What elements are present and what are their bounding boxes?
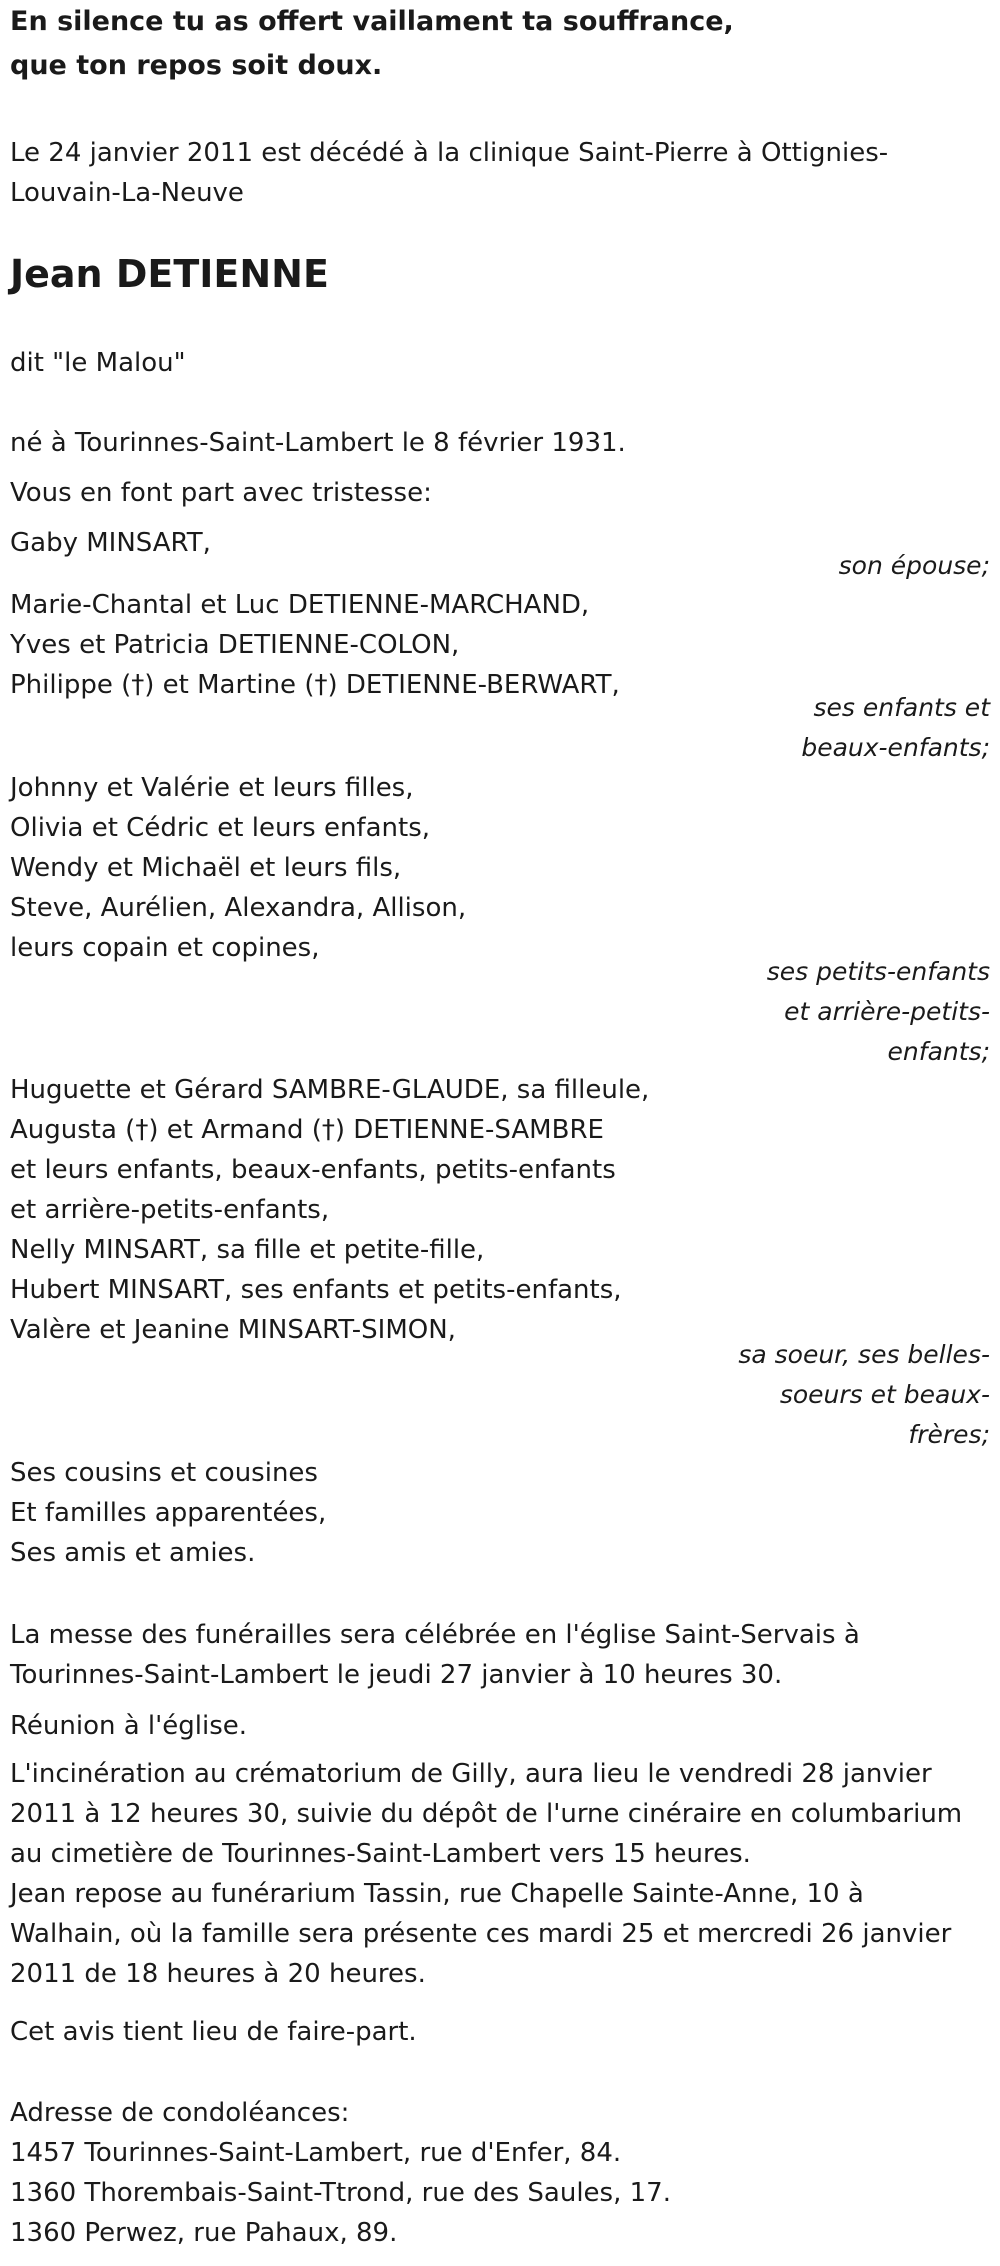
funerarium-line: 2011 de 18 heures à 20 heures.: [10, 1959, 426, 1989]
other-mourners: [10, 1453, 326, 1573]
mourner-line: Ses amis et amies.: [10, 1538, 256, 1568]
relation-line: ses petits-enfants: [766, 957, 990, 986]
family-relation: [801, 688, 990, 768]
family-member: Yves et Patricia DETIENNE-COLON,: [10, 630, 460, 660]
family-relation: [738, 1335, 990, 1455]
family-group: [10, 768, 466, 968]
family-member: Marie-Chantal et Luc DETIENNE-MARCHAND,: [10, 590, 590, 620]
cremation-line: L'incinération au crématorium de Gilly, aura lieu le vendredi 28 janvier: [10, 1759, 932, 1789]
mass-line: La messe des funérailles sera célébrée en l'église Saint-Servais à: [10, 1620, 860, 1650]
relation-line: enfants;: [887, 1037, 990, 1066]
relation-line: frères;: [908, 1420, 990, 1449]
cremation-line: 2011 à 12 heures 30, suivie du dépôt de l'urne cinéraire en columbarium: [10, 1799, 963, 1829]
family-member: Huguette et Gérard SAMBRE-GLAUDE, sa filleule,: [10, 1075, 650, 1105]
faire-part-note: Cet avis tient lieu de faire-part.: [10, 2017, 417, 2047]
mass-line: Tourinnes-Saint-Lambert le jeudi 27 janvier à 10 heures 30.: [10, 1660, 783, 1690]
family-member: Hubert MINSART, ses enfants et petits-enfants,: [10, 1275, 622, 1305]
relation-line: sa soeur, ses belles-: [738, 1340, 990, 1369]
family-group: [10, 1070, 649, 1350]
condolence-address: 1360 Thorembais-Saint-Ttrond, rue des Saules, 17.: [10, 2178, 671, 2208]
family-member: Valère et Jeanine MINSART-SIMON,: [10, 1315, 456, 1345]
deceased-name: Jean DETIENNE: [10, 252, 329, 296]
epitaph-line: En silence tu as offert vaillament ta souffrance,: [10, 6, 734, 37]
family-member: Steve, Aurélien, Alexandra, Allison,: [10, 893, 467, 923]
death-notice: [10, 133, 888, 213]
epitaph-line: que ton repos soit doux.: [10, 50, 383, 81]
family-member: Philippe (†) et Martine (†) DETIENNE-BERWART,: [10, 670, 620, 700]
relation-line: son épouse;: [838, 551, 990, 580]
mourner-line: Ses cousins et cousines: [10, 1458, 318, 1488]
funerarium-info: [10, 1874, 951, 1994]
condolences-label: Adresse de condoléances:: [10, 2098, 350, 2128]
condolences: [10, 2093, 671, 2253]
family-member: Augusta (†) et Armand (†) DETIENNE-SAMBRE: [10, 1115, 604, 1145]
funerarium-line: Jean repose au funérarium Tassin, rue Chapelle Sainte-Anne, 10 à: [10, 1879, 864, 1909]
cremation-line: au cimetière de Tourinnes-Saint-Lambert vers 15 heures.: [10, 1839, 751, 1869]
mourner-line: Et familles apparentées,: [10, 1498, 327, 1528]
family-member: Johnny et Valérie et leurs filles,: [10, 773, 414, 803]
family-member: Nelly MINSART, sa fille et petite-fille,: [10, 1235, 485, 1265]
mass-info: [10, 1615, 860, 1695]
condolence-address: 1457 Tourinnes-Saint-Lambert, rue d'Enfer, 84.: [10, 2138, 622, 2168]
death-notice-line: Le 24 janvier 2011 est décédé à la clinique Saint-Pierre à Ottignies-: [10, 138, 889, 168]
relation-line: soeurs et beaux-: [779, 1380, 990, 1409]
family-relation: [839, 546, 990, 586]
meeting-info: Réunion à l'église.: [10, 1711, 248, 1741]
relation-line: beaux-enfants;: [801, 733, 990, 762]
death-notice-line: Louvain-La-Neuve: [10, 178, 244, 208]
family-member: et arrière-petits-enfants,: [10, 1195, 330, 1225]
nickname: dit "le Malou": [10, 348, 186, 378]
relation-line: ses enfants et: [813, 693, 990, 722]
family-relation: [767, 952, 990, 1072]
family-group: [10, 523, 211, 563]
intro-text: Vous en font part avec tristesse:: [10, 478, 432, 508]
family-member: Wendy et Michaël et leurs fils,: [10, 853, 402, 883]
family-member: Olivia et Cédric et leurs enfants,: [10, 813, 430, 843]
cremation-info: [10, 1754, 962, 1874]
family-group: [10, 585, 620, 705]
birth-info: né à Tourinnes-Saint-Lambert le 8 février 1931.: [10, 428, 626, 458]
relation-line: et arrière-petits-: [784, 997, 990, 1026]
funerarium-line: Walhain, où la famille sera présente ces mardi 25 et mercredi 26 janvier: [10, 1919, 952, 1949]
epitaph: [10, 0, 734, 88]
condolence-address: 1360 Perwez, rue Pahaux, 89.: [10, 2218, 398, 2248]
family-member: Gaby MINSART,: [10, 528, 211, 558]
family-member: et leurs enfants, beaux-enfants, petits-enfants: [10, 1155, 616, 1185]
family-member: leurs copain et copines,: [10, 933, 320, 963]
